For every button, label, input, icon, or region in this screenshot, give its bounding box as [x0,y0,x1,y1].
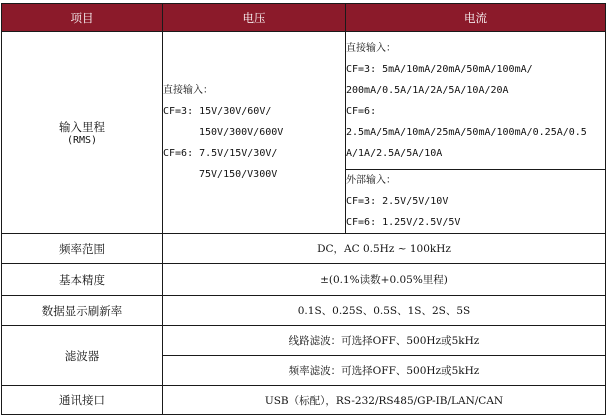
range-label-sub: (RMS) [66,135,98,146]
accuracy-label: 基本精度 [2,264,163,296]
freq-label: 频率范围 [2,234,163,264]
header-voltage: 电压 [163,4,346,32]
current-external-cf6: CF=6: 1.25V/2.5V/5V [346,217,461,228]
current-direct-title: 直接输入： [346,42,396,54]
range-label-cell [2,32,163,234]
header-item: 项目 [2,4,163,32]
current-external-cell [346,170,606,234]
refresh-value: 0.1S、0.25S、0.5S、1S、2S、5S [163,296,606,326]
voltage-cf3-line2: 150V/300V/600V [199,127,284,138]
current-cf3-line1: CF=3: 5mA/10mA/20mA/50mA/100mA/ [346,63,533,75]
header-current: 电流 [346,4,606,32]
freq-value: DC，AC 0.5Hz ~ 100kHz [163,234,606,264]
current-cf6-line2: A/1A/2.5A/5A/10A [346,147,443,159]
voltage-range-cell [163,32,346,234]
voltage-cf6-line1: CF=6: 7.5V/15V/30V/ [163,148,278,159]
comm-value: USB（标配），RS-232/RS485/GP-IB/LAN/CAN [163,386,606,415]
spec-table [1,3,606,415]
filter-line-value: 线路滤波：可选择OFF、500Hz或5kHz [163,326,606,356]
filter-label: 滤波器 [2,326,163,386]
current-external-title: 外部输入： [346,175,396,186]
current-cf6-label: CF=6: [346,105,377,117]
refresh-label: 数据显示刷新率 [2,296,163,326]
current-cf6-line1: 2.5mA/5mA/10mA/25mA/50mA/100mA/0.25A/0.5 [346,126,587,138]
current-direct-cell [346,32,606,170]
voltage-cf3-line1: CF=3: 15V/30V/60V/ [163,106,272,117]
range-label: 输入里程 [59,120,105,134]
current-external-cf3: CF=3: 2.5V/5V/10V [346,196,449,207]
voltage-direct-title: 直接输入： [163,85,213,96]
current-cf3-line2: 200mA/0.5A/1A/2A/5A/10A/20A [346,84,509,96]
accuracy-value: ±(0.1%读数+0.05%里程) [163,264,606,296]
comm-label: 通讯接口 [2,386,163,415]
voltage-cf6-line2: 75V/150/V300V [199,169,278,180]
filter-freq-value: 频率滤波：可选择OFF、500Hz或5kHz [163,356,606,386]
